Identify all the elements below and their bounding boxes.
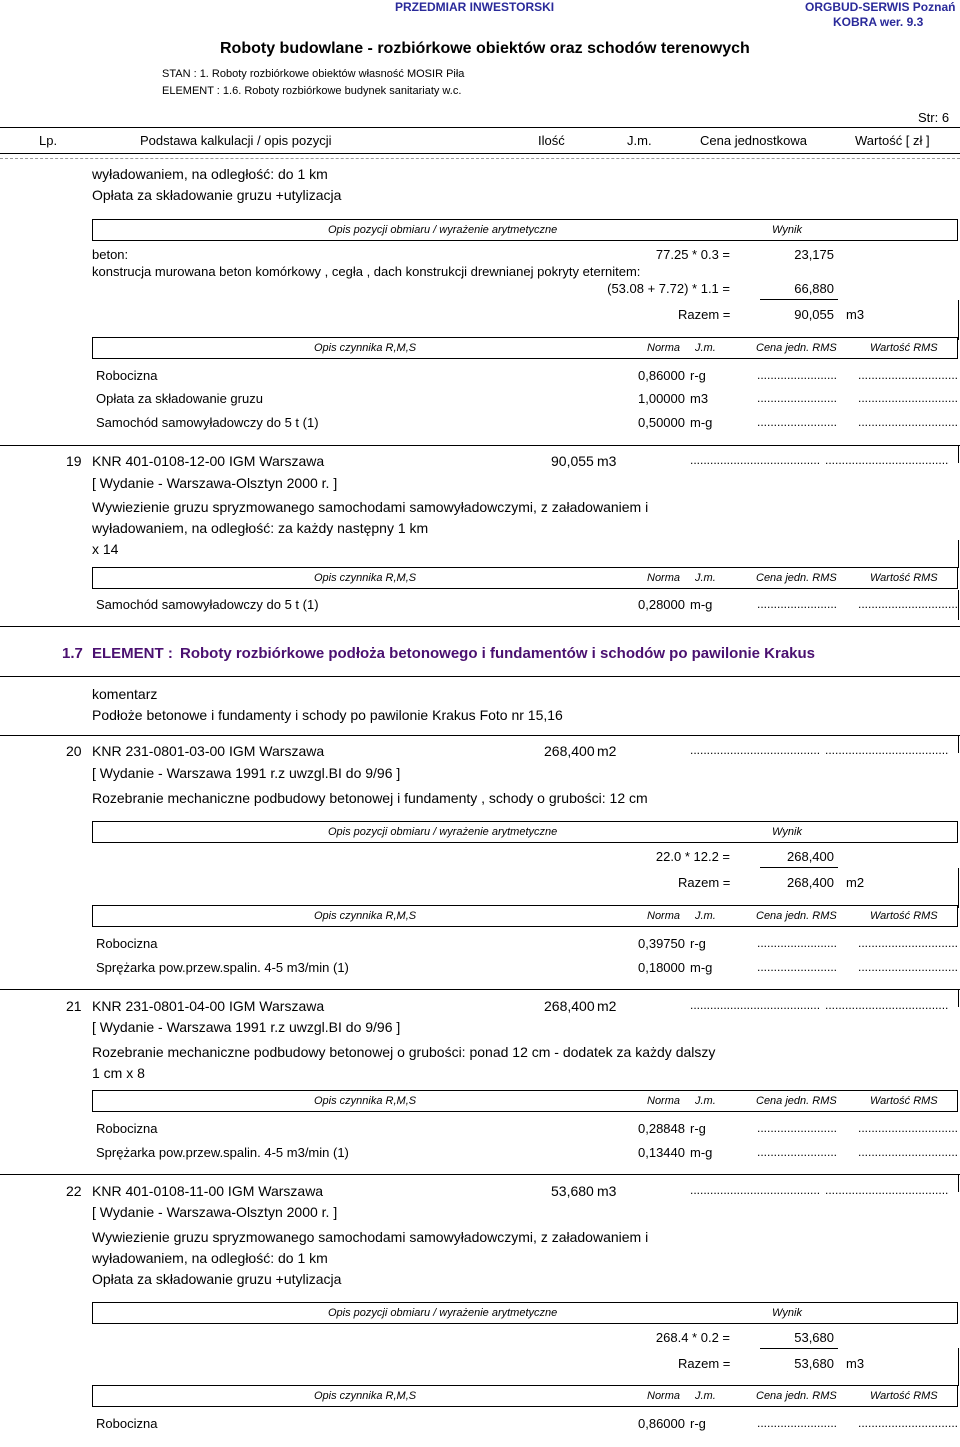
item-value: .....................................: [825, 1183, 949, 1197]
measure-result: 23,175: [794, 247, 834, 262]
side-line: [958, 868, 959, 908]
item-separator: [0, 445, 960, 446]
value-rms-header: Wartość RMS: [870, 1095, 938, 1107]
measure-header: Opis pozycji obmiaru / wyrażenie arytmetyczne: [328, 1307, 558, 1319]
software-version: KOBRA wer. 9.3: [833, 15, 924, 29]
col-value: Wartość [ zł ]: [855, 133, 930, 148]
factor-norm: 0,86000: [638, 368, 685, 383]
item-qty: 268,400: [544, 998, 595, 1014]
measure-result: 268,400: [787, 849, 834, 864]
item-unit: m2: [597, 998, 617, 1014]
divider: [0, 158, 960, 159]
company-name: ORGBUD-SERWIS Poznań: [805, 0, 956, 14]
factor-value: ..............................: [858, 1416, 959, 1430]
item-value: .....................................: [825, 453, 949, 467]
item-desc-line1: Wywiezienie gruzu spryzmowanego samochodami samowyładowczymi, z załadowaniem i: [92, 499, 649, 515]
item-code: KNR 231-0801-04-00 IGM Warszawa: [92, 998, 325, 1014]
measure-expr: 77.25 * 0.3 =: [655, 247, 730, 262]
item-code: KNR 401-0108-11-00 IGM Warszawa: [92, 1183, 324, 1199]
norm-header: Norma: [647, 342, 681, 354]
factor-value: ..............................: [858, 1145, 959, 1159]
factor-unit: m-g: [690, 1145, 713, 1160]
factor-norm: 0,18000: [638, 960, 685, 975]
item-desc-line1: Rozebranie mechaniczne podbudowy betonowej o grubości: ponad 12 cm - dodatek za każdy dalszy: [92, 1044, 716, 1060]
item-edition: [ Wydanie - Warszawa 1991 r.z uwzgl.BI do 9/96 ]: [92, 1019, 401, 1035]
section-label: ELEMENT :: [92, 645, 173, 662]
item-desc-line1: Rozebranie mechaniczne podbudowy betonowej i fundamenty , schody o grubości: 12 cm: [92, 790, 648, 806]
item-qty: 268,400: [544, 743, 595, 759]
factor-price: ........................: [757, 597, 838, 611]
item-lp: 21: [66, 998, 82, 1014]
factor-norm: 0,39750: [638, 936, 685, 951]
factor-unit: r-g: [690, 936, 706, 951]
factor-header: Opis czynnika R,M,S: [314, 1390, 417, 1402]
item-code: KNR 401-0108-12-00 IGM Warszawa: [92, 453, 325, 469]
factor-name: Robocizna: [96, 1121, 158, 1136]
header-top-line: [0, 127, 960, 128]
col-price: Cena jednostkowa: [700, 133, 807, 148]
item-separator: [0, 1174, 960, 1175]
factor-value: ..............................: [858, 415, 959, 429]
col-unit: J.m.: [627, 133, 652, 148]
item-price: .......................................: [690, 998, 821, 1012]
factor-unit: r-g: [690, 368, 706, 383]
comment-label: komentarz: [92, 686, 158, 702]
factor-name: Samochód samowyładowczy do 5 t (1): [96, 415, 319, 430]
item-value: .....................................: [825, 743, 949, 757]
prev-desc-line1: wyładowaniem, na odległość: do 1 km: [92, 166, 328, 182]
page-number: Str: 6: [918, 110, 950, 125]
factor-value: ..............................: [858, 597, 959, 611]
factor-price: ........................: [757, 415, 838, 429]
item-separator: [0, 989, 960, 990]
factor-value: ..............................: [858, 1121, 959, 1135]
factor-norm: 0,50000: [638, 415, 685, 430]
factor-unit: m3: [690, 391, 709, 406]
value-rms-header: Wartość RMS: [870, 1390, 938, 1402]
item-desc-line3: Opłata za składowanie gruzu +utylizacja: [92, 1271, 342, 1287]
sum-line: [760, 299, 838, 300]
factor-value: ..............................: [858, 960, 959, 974]
razem-unit: m3: [846, 307, 865, 322]
item-price: .......................................: [690, 453, 821, 467]
factor-norm: 0,13440: [638, 1145, 685, 1160]
item-edition: [ Wydanie - Warszawa 1991 r.z uwzgl.BI do 9/96 ]: [92, 765, 401, 781]
razem-label: Razem =: [678, 307, 731, 322]
item-desc-line3: x 14: [92, 541, 119, 557]
item-qty: 53,680: [551, 1183, 594, 1199]
factor-price: ........................: [757, 960, 838, 974]
price-rms-header: Cena jedn. RMS: [756, 1095, 837, 1107]
norm-header: Norma: [647, 1095, 681, 1107]
factor-norm: 0,28000: [638, 597, 685, 612]
item-edition: [ Wydanie - Warszawa-Olsztyn 2000 r. ]: [92, 475, 338, 491]
factor-price: ........................: [757, 1416, 838, 1430]
value-rms-header: Wartość RMS: [870, 910, 938, 922]
comment-text: Podłoże betonowe i fundamenty i schody po pawilonie Krakus Foto nr 15,16: [92, 707, 563, 723]
razem-value: 90,055: [794, 307, 834, 322]
prev-desc-line2: Opłata za składowanie gruzu +utylizacja: [92, 187, 342, 203]
item-unit: m3: [597, 453, 617, 469]
item-separator: [0, 735, 960, 736]
norm-header: Norma: [647, 910, 681, 922]
factor-norm: 1,00000: [638, 391, 685, 406]
factor-name: Robocizna: [96, 936, 158, 951]
measure-result: 53,680: [794, 1330, 834, 1345]
measure-expr: (53.08 + 7.72) * 1.1 =: [607, 281, 730, 296]
item-lp: 22: [66, 1183, 82, 1199]
unit-header: J.m.: [695, 342, 716, 354]
factor-price: ........................: [757, 391, 838, 405]
razem-value: 268,400: [787, 875, 834, 890]
result-header: Wynik: [772, 826, 802, 838]
measure-label: beton:: [92, 247, 129, 262]
item-lp: 20: [66, 743, 82, 759]
doc-title: Roboty budowlane - rozbiórkowe obiektów oraz schodów terenowych: [220, 40, 750, 57]
price-rms-header: Cena jedn. RMS: [756, 342, 837, 354]
factor-unit: m-g: [690, 960, 713, 975]
factor-header: Opis czynnika R,M,S: [314, 910, 417, 922]
razem-unit: m2: [846, 875, 865, 890]
factor-header: Opis czynnika R,M,S: [314, 572, 417, 584]
factor-header: Opis czynnika R,M,S: [314, 342, 417, 354]
razem-label: Razem =: [678, 1356, 731, 1371]
unit-header: J.m.: [695, 910, 716, 922]
sum-line: [760, 867, 838, 868]
item-unit: m3: [597, 1183, 617, 1199]
razem-label: Razem =: [678, 875, 731, 890]
col-lp: Lp.: [39, 133, 58, 148]
item-price: .......................................: [690, 743, 821, 757]
factor-norm: 0,28848: [638, 1121, 685, 1136]
price-rms-header: Cena jedn. RMS: [756, 1390, 837, 1402]
item-lp: 19: [66, 453, 82, 469]
section-number: 1.7: [62, 645, 83, 662]
value-rms-header: Wartość RMS: [870, 342, 938, 354]
item-price: .......................................: [690, 1183, 821, 1197]
element-line: ELEMENT : 1.6. Roboty rozbiórkowe budynek sanitariaty w.c.: [162, 85, 462, 97]
section-separator: [0, 626, 960, 627]
factor-name: Robocizna: [96, 1416, 158, 1431]
razem-unit: m3: [846, 1356, 865, 1371]
unit-header: J.m.: [695, 1390, 716, 1402]
item-qty: 90,055: [551, 453, 594, 469]
side-line: [958, 540, 959, 568]
factor-unit: m-g: [690, 597, 713, 612]
item-value: .....................................: [825, 998, 949, 1012]
item-edition: [ Wydanie - Warszawa-Olsztyn 2000 r. ]: [92, 1204, 338, 1220]
side-line: [958, 1174, 959, 1192]
item-desc-line1: Wywiezienie gruzu spryzmowanego samochodami samowyładowczymi, z załadowaniem i: [92, 1229, 649, 1245]
side-line: [958, 590, 959, 620]
section-line: [0, 676, 960, 677]
unit-header: J.m.: [695, 1095, 716, 1107]
measure-header: Opis pozycji obmiaru / wyrażenie arytmetyczne: [328, 826, 558, 838]
result-header: Wynik: [772, 1307, 802, 1319]
side-line: [958, 445, 959, 463]
factor-name: Sprężarka pow.przew.spalin. 4-5 m3/min (1): [96, 960, 349, 975]
factor-unit: r-g: [690, 1121, 706, 1136]
norm-header: Norma: [647, 572, 681, 584]
unit-header: J.m.: [695, 572, 716, 584]
doc-type: PRZEDMIAR INWESTORSKI: [395, 0, 555, 14]
factor-value: ..............................: [858, 936, 959, 950]
price-rms-header: Cena jedn. RMS: [756, 910, 837, 922]
factor-unit: r-g: [690, 1416, 706, 1431]
value-rms-header: Wartość RMS: [870, 572, 938, 584]
razem-value: 53,680: [794, 1356, 834, 1371]
item-desc-line2: 1 cm x 8: [92, 1065, 145, 1081]
factor-value: ..............................: [858, 368, 959, 382]
price-rms-header: Cena jedn. RMS: [756, 572, 837, 584]
norm-header: Norma: [647, 1390, 681, 1402]
section-title: Roboty rozbiórkowe podłoża betonowego i fundamentów i schodów po pawilonie Krakus: [180, 645, 816, 662]
side-line: [958, 1348, 959, 1386]
measure-header: Opis pozycji obmiaru / wyrażenie arytmetyczne: [328, 224, 558, 236]
side-line: [958, 300, 959, 340]
measure-result: 66,880: [794, 281, 834, 296]
measure-label: konstrucja murowana beton komórkowy , cegła , dach konstrukcji drewnianej pokryty eternitem:: [92, 264, 641, 279]
factor-price: ........................: [757, 936, 838, 950]
measure-expr: 268.4 * 0.2 =: [655, 1330, 730, 1345]
factor-header: Opis czynnika R,M,S: [314, 1095, 417, 1107]
side-line: [958, 735, 959, 753]
sum-line: [760, 1348, 838, 1349]
item-code: KNR 231-0801-03-00 IGM Warszawa: [92, 743, 325, 759]
measure-expr: 22.0 * 12.2 =: [655, 849, 730, 864]
factor-name: Sprężarka pow.przew.spalin. 4-5 m3/min (1): [96, 1145, 349, 1160]
factor-unit: m-g: [690, 415, 713, 430]
factor-name: Samochód samowyładowczy do 5 t (1): [96, 597, 319, 612]
factor-price: ........................: [757, 1145, 838, 1159]
factor-value: ..............................: [858, 391, 959, 405]
stan-line: STAN : 1. Roboty rozbiórkowe obiektów własność MOSIR Piła: [162, 68, 465, 80]
factor-price: ........................: [757, 368, 838, 382]
factor-name: Opłata za składowanie gruzu: [96, 391, 263, 406]
side-line: [958, 989, 959, 1007]
factor-price: ........................: [757, 1121, 838, 1135]
col-basis: Podstawa kalkulacji / opis pozycji: [140, 133, 332, 148]
item-unit: m2: [597, 743, 617, 759]
header-bottom-line: [0, 153, 960, 154]
factor-name: Robocizna: [96, 368, 158, 383]
item-desc-line2: wyładowaniem, na odległość: do 1 km: [92, 1250, 328, 1266]
item-desc-line2: wyładowaniem, na odległość: za każdy następny 1 km: [92, 520, 429, 536]
col-qty: Ilość: [538, 133, 565, 148]
result-header: Wynik: [772, 224, 802, 236]
factor-norm: 0,86000: [638, 1416, 685, 1431]
